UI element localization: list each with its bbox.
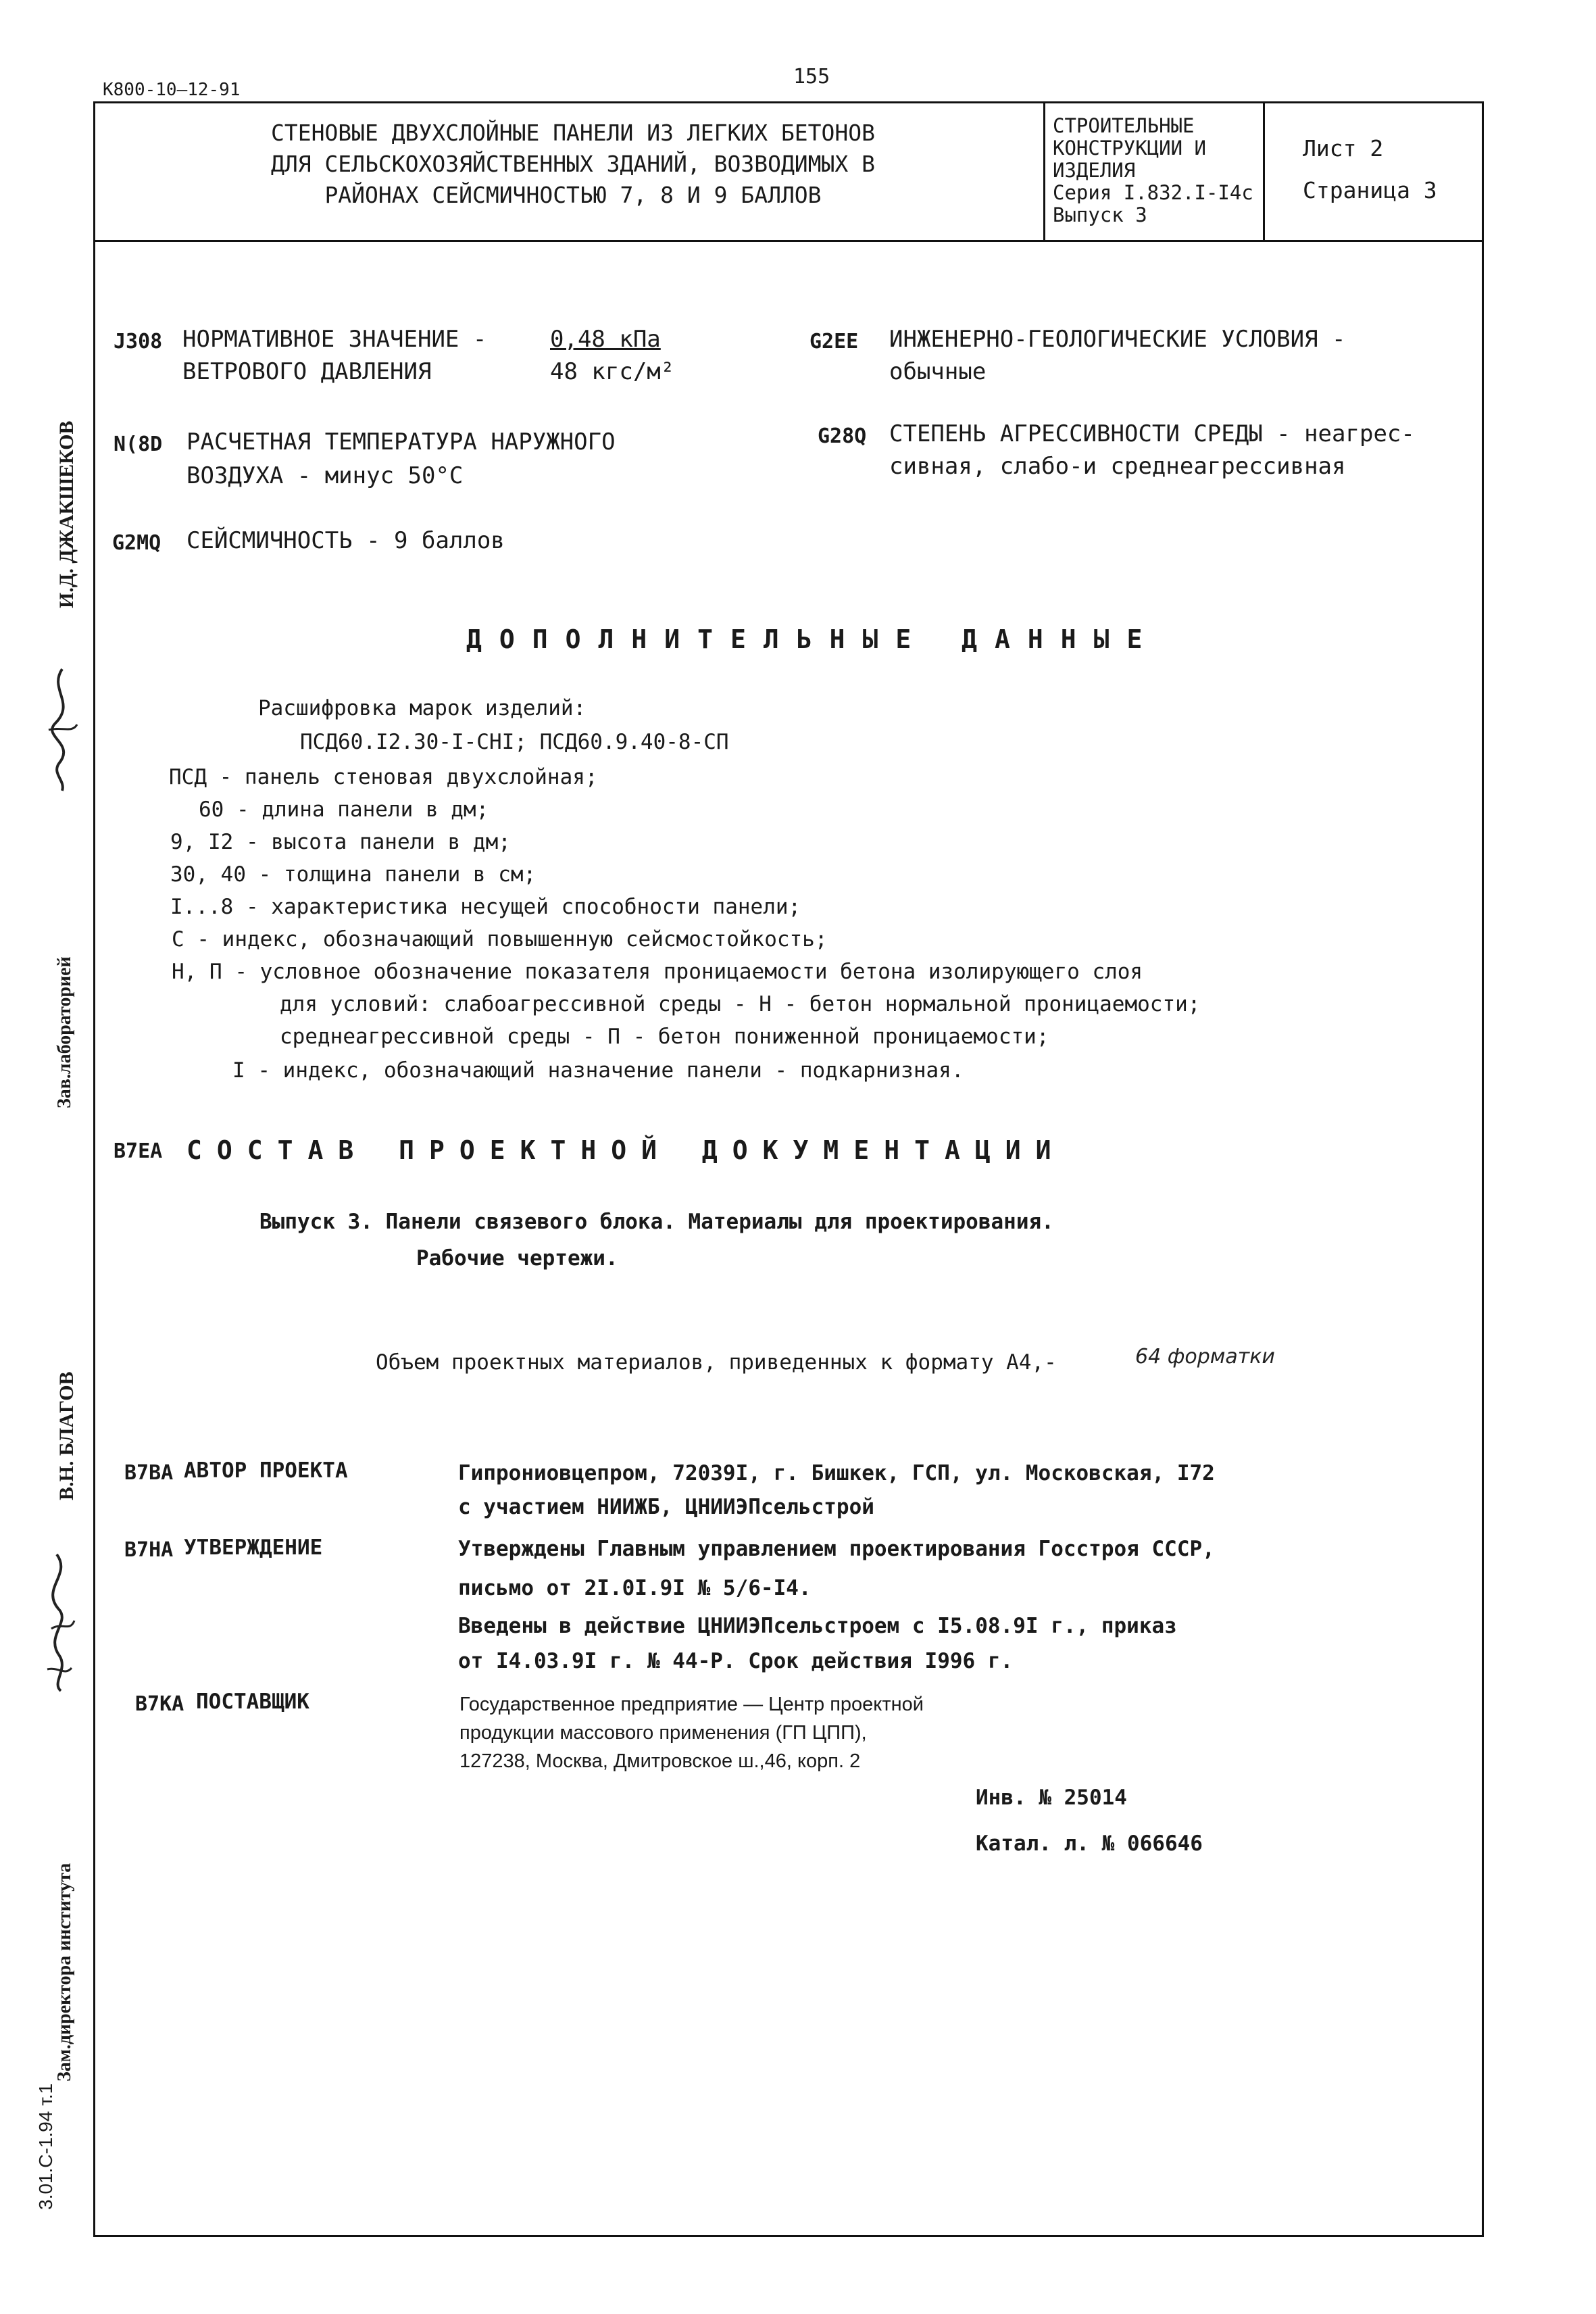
approval-line-3: Введены в действие ЦНИИЭПсельстроем с I5.08.9I г., приказ xyxy=(458,1614,1177,1638)
title-line: СТЕНОВЫЕ ДВУХСЛОЙНЫЕ ПАНЕЛИ ИЗ ЛЕГКИХ БЕТОНОВ xyxy=(270,120,876,146)
page-number: 155 xyxy=(793,65,830,89)
supplier-line-2: продукции массового применения (ГП ЦПП), xyxy=(459,1722,867,1744)
additional-line: I...8 - характеристика несущей способности панели; xyxy=(170,895,801,919)
author-line-2: с участием НИИЖБ, ЦНИИЭПсельстрой xyxy=(458,1495,874,1519)
code-temperature: N(8D xyxy=(114,433,163,456)
code-composition: B7EA xyxy=(114,1139,163,1163)
additional-heading: ДОПОЛНИТЕЛЬНЫЕ ДАННЫЕ xyxy=(466,624,1160,654)
approval-line-4: от I4.03.9I г. № 44-Р. Срок действия I996 г. xyxy=(458,1649,1014,1673)
additional-line: ПСД60.I2.30-I-СНI; ПСД60.9.40-8-СП xyxy=(300,730,729,754)
geology-label: ИНЖЕНЕРНО-ГЕОЛОГИЧЕСКИЕ УСЛОВИЯ - xyxy=(889,326,1346,353)
author-label: АВТОР ПРОЕКТА xyxy=(184,1458,348,1483)
series-info xyxy=(1053,115,1253,226)
code-wind: J308 xyxy=(114,330,163,353)
category-line: КОНСТРУКЦИИ И xyxy=(1053,137,1206,159)
volume-handwritten: 64 форматки xyxy=(1135,1345,1275,1369)
code-approval: B7HA xyxy=(124,1538,174,1562)
margin-position-deputy-director: Зам.директора института xyxy=(54,1863,75,2082)
catalog-number: Катал. л. № 066646 xyxy=(976,1831,1203,1856)
document-code: К800-10—12-91 xyxy=(103,80,241,100)
wind-label-2: ВЕТРОВОГО ДАВЛЕНИЯ xyxy=(182,358,432,385)
author-line-1: Гипрониовцепром, 72039I, г. Бишкек, ГСП, ул. Московская, I72 xyxy=(458,1461,1215,1485)
document-title xyxy=(120,118,1026,211)
additional-line: 9, I2 - высота панели в дм; xyxy=(170,830,511,854)
additional-line: 30, 40 - толщина панели в см; xyxy=(170,862,537,887)
issue-line-2: Рабочие чертежи. xyxy=(416,1246,618,1271)
wind-value-kpa: 0,48 кПа xyxy=(550,326,661,353)
signature-dzhakshekov xyxy=(35,662,89,797)
geology-value: обычные xyxy=(889,358,987,385)
temperature-label-2: ВОЗДУХА - минус 50°С xyxy=(186,462,464,489)
aggressiveness-label-1: СТЕПЕНЬ АГРЕССИВНОСТИ СРЕДЫ - неагрес- xyxy=(889,420,1415,447)
title-line: ДЛЯ СЕЛЬСКОХОЗЯЙСТВЕННЫХ ЗДАНИЙ, ВОЗВОДИМЫХ В xyxy=(270,151,876,177)
margin-stamp-code: 3.01.С-1.94 т.1 xyxy=(35,2083,56,2210)
seismic-label: СЕЙСМИЧНОСТЬ - 9 баллов xyxy=(186,527,505,554)
issue-line-1: Выпуск 3. Панели связевого блока. Материалы для проектирования. xyxy=(259,1210,1054,1234)
wind-value-kgs: 48 кгс/м² xyxy=(550,358,675,385)
inventory-number: Инв. № 25014 xyxy=(976,1786,1127,1810)
code-geology: G2EE xyxy=(809,330,859,353)
supplier-label: ПОСТАВЩИК xyxy=(196,1690,309,1714)
additional-line: для условий: слабоагрессивной среды - Н - бетон нормальной проницаемости; xyxy=(280,992,1201,1016)
volume-text: Объем проектных материалов, приведенных к формату А4,- xyxy=(376,1350,1057,1375)
title-line: РАЙОНАХ СЕЙСМИЧНОСТЬЮ 7, 8 И 9 БАЛЛОВ xyxy=(324,182,822,208)
code-seismic: G2MQ xyxy=(112,531,161,555)
margin-position-lab-head: Зав.лабораторией xyxy=(54,956,75,1108)
code-aggressiveness: G28Q xyxy=(818,424,867,448)
additional-line: среднеагрессивной среды - П - бетон пониженной проницаемости; xyxy=(280,1025,1049,1049)
code-supplier: B7KA xyxy=(135,1692,184,1716)
additional-line: Расшифровка марок изделий: xyxy=(258,696,587,720)
title-block xyxy=(93,101,1484,242)
additional-line: 60 - длина панели в дм; xyxy=(199,797,489,822)
category-line: СТРОИТЕЛЬНЫЕ xyxy=(1053,114,1195,137)
sheet-number: Лист 2 xyxy=(1303,135,1384,162)
signature-blagov xyxy=(31,1548,85,1696)
code-author: B7BA xyxy=(124,1461,174,1485)
issue-number: Выпуск 3 xyxy=(1053,203,1147,226)
temperature-label-1: РАСЧЕТНАЯ ТЕМПЕРАТУРА НАРУЖНОГО xyxy=(186,428,616,456)
additional-line: С - индекс, обозначающий повышенную сейсмостойкость; xyxy=(172,927,828,952)
additional-line: Н, П - условное обозначение показателя проницаемости бетона изолирующего слоя xyxy=(172,960,1143,984)
margin-name-blagov: В.Н. БЛАГОВ xyxy=(55,1371,78,1500)
aggressiveness-label-2: сивная, слабо-и среднеагрессивная xyxy=(889,453,1346,480)
approval-label: УТВЕРЖДЕНИЕ xyxy=(184,1535,323,1560)
approval-line-1: Утверждены Главным управлением проектирования Госстроя СССР, xyxy=(458,1537,1215,1561)
composition-heading: СОСТАВ ПРОЕКТНОЙ ДОКУМЕНТАЦИИ xyxy=(186,1135,1066,1165)
supplier-line-1: Государственное предприятие — Центр проектной xyxy=(459,1694,924,1715)
category-line: ИЗДЕЛИЯ xyxy=(1053,159,1136,182)
additional-line: I - индекс, обозначающий назначение панели - подкарнизная. xyxy=(232,1058,964,1083)
wind-label-1: НОРМАТИВНОЕ ЗНАЧЕНИЕ - xyxy=(182,326,487,353)
page-label: Страница 3 xyxy=(1303,177,1437,203)
supplier-line-3: 127238, Москва, Дмитровское ш.,46, корп. 2 xyxy=(459,1750,861,1772)
series-number: Серия I.832.I-I4с xyxy=(1053,181,1253,204)
additional-line: ПСД - панель стеновая двухслойная; xyxy=(169,765,598,789)
approval-line-2: письмо от 2I.0I.9I № 5/6-I4. xyxy=(458,1576,812,1600)
margin-name-dzhakshekov: И.Д. ДЖАКШЕКОВ xyxy=(55,420,78,608)
